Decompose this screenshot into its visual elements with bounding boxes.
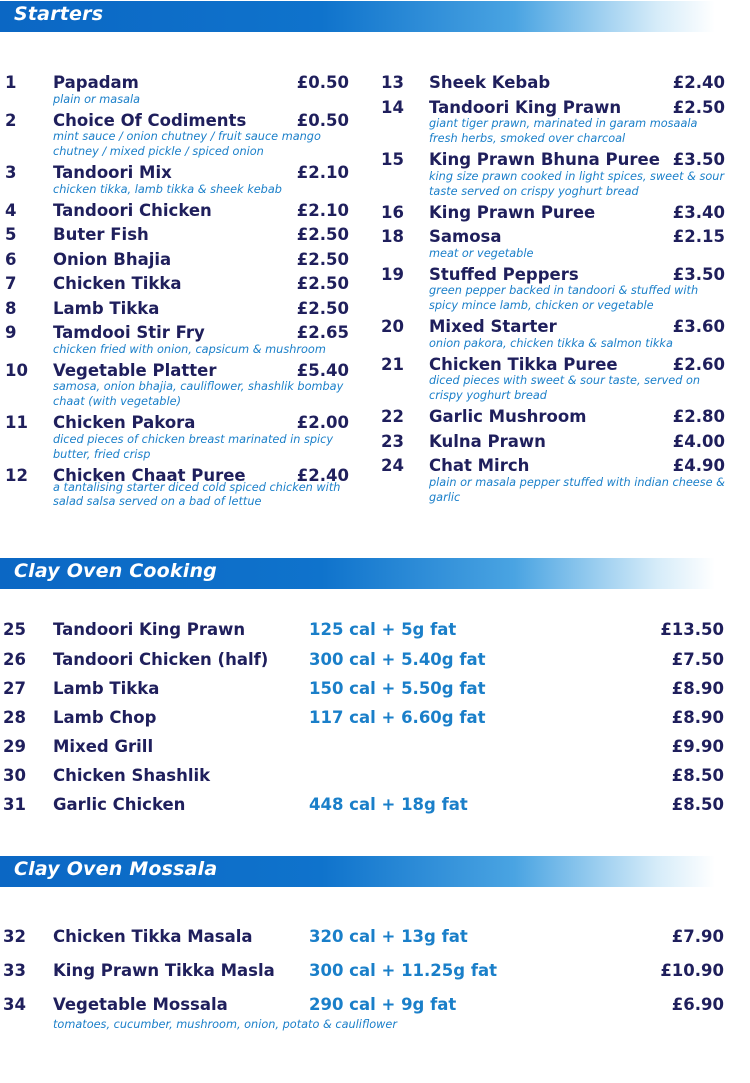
item-description: diced pieces of chicken breast marinated in spicy butter, fried crisp [53, 432, 334, 461]
item-nutrition: 300 cal + 5.40g fat [309, 650, 486, 669]
item-name: Chicken Shashlik [53, 766, 211, 785]
clay-oven-cooking-heading: Clay Oven Cooking [14, 560, 217, 582]
item-description: king size prawn cooked in light spices, sweet & sour taste served on crispy yoghurt bread [429, 169, 725, 198]
item-price: £8.90 [671, 708, 724, 727]
menu-item [0, 793, 750, 817]
item-number: 12 [5, 465, 28, 485]
clay-oven-mossala-banner [0, 856, 715, 887]
item-nutrition: 300 cal + 11.25g fat [309, 961, 498, 980]
item-number: 5 [5, 225, 17, 244]
menu-item [378, 201, 728, 226]
starters-right-column [378, 71, 728, 507]
item-nutrition: 117 cal + 6.60g fat [309, 708, 486, 727]
item-price: £2.15 [672, 227, 725, 246]
menu-item [0, 223, 360, 248]
item-name: Tamdooi Stir Fry [53, 323, 205, 342]
menu-item [0, 359, 360, 412]
menu-item [0, 161, 360, 199]
item-name: Buter Fish [53, 225, 149, 244]
menu-item [0, 735, 750, 759]
item-price: £2.10 [296, 200, 349, 220]
item-name: Onion Bhajia [53, 249, 172, 269]
menu-item [0, 959, 750, 983]
item-number: 20 [381, 317, 404, 336]
item-price: £0.50 [296, 110, 349, 130]
item-name: Chicken Tikka Masala [53, 927, 253, 946]
item-price: £7.90 [671, 927, 724, 946]
item-number: 19 [381, 264, 404, 284]
item-number: 6 [5, 249, 17, 269]
item-price: £3.50 [672, 150, 725, 169]
item-number: 15 [381, 150, 404, 169]
clay-oven-cooking-banner [0, 558, 715, 589]
menu-item [378, 225, 728, 263]
item-price: £2.65 [296, 323, 349, 342]
menu-item [0, 618, 750, 642]
item-price: £13.50 [660, 620, 724, 639]
item-price: £0.50 [296, 73, 349, 92]
item-number: 26 [3, 650, 26, 669]
item-name: Mixed Starter [429, 317, 557, 336]
menu-item [0, 272, 360, 297]
item-name: Chicken Tikka [53, 274, 182, 293]
item-price: £3.40 [672, 202, 725, 222]
menu-item [378, 405, 728, 430]
item-number: 25 [3, 620, 26, 639]
menu-item [378, 263, 728, 316]
item-name: Vegetable Platter [53, 360, 217, 380]
item-number: 31 [3, 795, 26, 814]
item-nutrition: 448 cal + 18g fat [309, 795, 468, 814]
item-name: Chicken Tikka Puree [429, 354, 618, 374]
item-number: 24 [381, 456, 404, 475]
starters-banner [0, 1, 715, 32]
item-nutrition: 150 cal + 5.50g fat [309, 679, 486, 698]
menu-item [378, 148, 728, 201]
menu-item [378, 315, 728, 353]
item-price: £2.40 [672, 73, 725, 92]
item-description: mint sauce / onion chutney / fruit sauce mango chutney / mixed pickle / spiced onion [53, 130, 321, 158]
item-description: plain or masala [53, 92, 141, 106]
item-description: chicken fried with onion, capsicum & mushroom [53, 342, 326, 356]
item-price: £4.00 [672, 431, 725, 451]
item-description: diced pieces with sweet & sour taste, served on crispy yoghurt bread [429, 374, 701, 402]
item-name: Papadam [53, 73, 139, 92]
item-number: 4 [5, 200, 17, 220]
menu-item [0, 248, 360, 273]
menu-item [0, 706, 750, 730]
item-price: £7.50 [671, 650, 724, 669]
item-description: chicken tikka, lamb tikka & sheek kebab [53, 182, 282, 196]
item-name: Garlic Chicken [53, 795, 186, 814]
menu-item [0, 109, 360, 162]
item-price: £2.50 [296, 225, 349, 244]
item-price: £8.50 [671, 766, 724, 785]
item-description: a tantalising starter diced cold spiced chicken with salad salsa served on a bad of lettue [53, 481, 341, 508]
item-number: 16 [381, 202, 404, 222]
item-name: Lamb Tikka [53, 298, 160, 318]
item-description: samosa, onion bhajia, cauliflower, shashlik bombay chaat (with vegetable) [53, 380, 344, 408]
menu-item [0, 411, 360, 464]
menu-item [378, 430, 728, 455]
item-price: £10.90 [660, 961, 724, 980]
item-number: 8 [5, 298, 17, 318]
item-name: Samosa [429, 227, 502, 246]
item-description: tomatoes, cucumber, mushroom, onion, potato & cauliflower [53, 1018, 397, 1031]
menu-item [0, 677, 750, 701]
item-name: Tandoori Chicken [53, 200, 212, 220]
item-number: 18 [381, 227, 404, 246]
item-number: 23 [381, 431, 404, 451]
item-number: 3 [5, 163, 17, 182]
item-name: Lamb Tikka [53, 679, 160, 698]
item-number: 11 [5, 413, 28, 432]
item-number: 10 [5, 360, 28, 380]
item-nutrition: 320 cal + 13g fat [309, 927, 468, 946]
item-price: £3.60 [672, 317, 725, 336]
item-price: £2.40 [296, 465, 349, 485]
item-price: £2.10 [296, 163, 349, 182]
item-number: 2 [5, 110, 17, 130]
menu-item [0, 297, 360, 322]
item-number: 7 [5, 274, 17, 293]
item-nutrition: 125 cal + 5g fat [309, 620, 457, 639]
item-name: King Prawn Puree [429, 202, 596, 222]
menu-item [0, 764, 750, 788]
item-description: meat or vegetable [429, 246, 534, 260]
item-price: £4.90 [672, 456, 725, 475]
item-name: Chat Mirch [429, 456, 530, 475]
item-description: green pepper backed in tandoori & stuffed with spicy mince lamb, chicken or vegetable [429, 284, 699, 312]
menu-item [378, 71, 728, 96]
menu-item [0, 925, 750, 949]
item-price: £2.50 [672, 97, 725, 117]
item-number: 29 [3, 737, 26, 756]
item-name: King Prawn Tikka Masla [53, 961, 275, 980]
item-name: Tandoori King Prawn [429, 97, 622, 117]
item-name: Kulna Prawn [429, 431, 546, 451]
item-description: onion pakora, chicken tikka & salmon tikka [429, 336, 673, 350]
item-price: £5.40 [296, 360, 349, 380]
item-name: Tandoori King Prawn [53, 620, 246, 639]
item-price: £9.90 [671, 737, 724, 756]
item-price: £3.50 [672, 264, 725, 284]
item-price: £8.90 [671, 679, 724, 698]
item-price: £2.80 [672, 407, 725, 426]
item-description: giant tiger prawn, marinated in garam mosaala fresh herbs, smoked over charcoal [429, 117, 698, 145]
item-name: Sheek Kebab [429, 73, 551, 92]
item-name: Chicken Pakora [53, 413, 196, 432]
item-description: plain or masala pepper stuffed with indian cheese & garlic [429, 475, 725, 504]
item-name: King Prawn Bhuna Puree [429, 150, 660, 169]
item-number: 33 [3, 961, 26, 980]
item-number: 13 [381, 73, 404, 92]
item-price: £8.50 [671, 795, 724, 814]
menu-item [0, 464, 360, 512]
item-price: £6.90 [671, 995, 724, 1014]
item-number: 9 [5, 323, 17, 342]
item-price: £2.00 [296, 413, 349, 432]
item-number: 22 [381, 407, 404, 426]
menu-item [378, 96, 728, 149]
item-number: 34 [3, 995, 26, 1014]
menu-item [378, 353, 728, 406]
menu-item [0, 648, 750, 672]
item-name: Tandoori Chicken (half) [53, 650, 269, 669]
item-name: Chicken Chaat Puree [53, 465, 246, 485]
item-number: 28 [3, 708, 26, 727]
item-number: 14 [381, 97, 404, 117]
item-price: £2.50 [296, 274, 349, 293]
item-number: 27 [3, 679, 26, 698]
item-nutrition: 290 cal + 9g fat [309, 995, 457, 1014]
item-price: £2.60 [672, 354, 725, 374]
item-name: Vegetable Mossala [53, 995, 228, 1014]
item-name: Lamb Chop [53, 708, 157, 727]
item-name: Stuffed Peppers [429, 264, 579, 284]
menu-item [0, 71, 360, 109]
item-number: 30 [3, 766, 26, 785]
menu-item [0, 993, 750, 1017]
item-name: Choice Of Codiments [53, 110, 247, 130]
item-name: Mixed Grill [53, 737, 154, 756]
item-number: 1 [5, 73, 17, 92]
menu-item [0, 321, 360, 359]
item-price: £2.50 [296, 249, 349, 269]
item-name: Garlic Mushroom [429, 407, 587, 426]
item-number: 32 [3, 927, 26, 946]
menu-item [378, 454, 728, 507]
clay-oven-mossala-heading: Clay Oven Mossala [14, 858, 218, 880]
item-price: £2.50 [296, 298, 349, 318]
starters-left-column [0, 71, 360, 511]
menu-item [0, 199, 360, 224]
item-number: 21 [381, 354, 404, 374]
item-name: Tandoori Mix [53, 163, 172, 182]
starters-heading: Starters [14, 3, 104, 25]
